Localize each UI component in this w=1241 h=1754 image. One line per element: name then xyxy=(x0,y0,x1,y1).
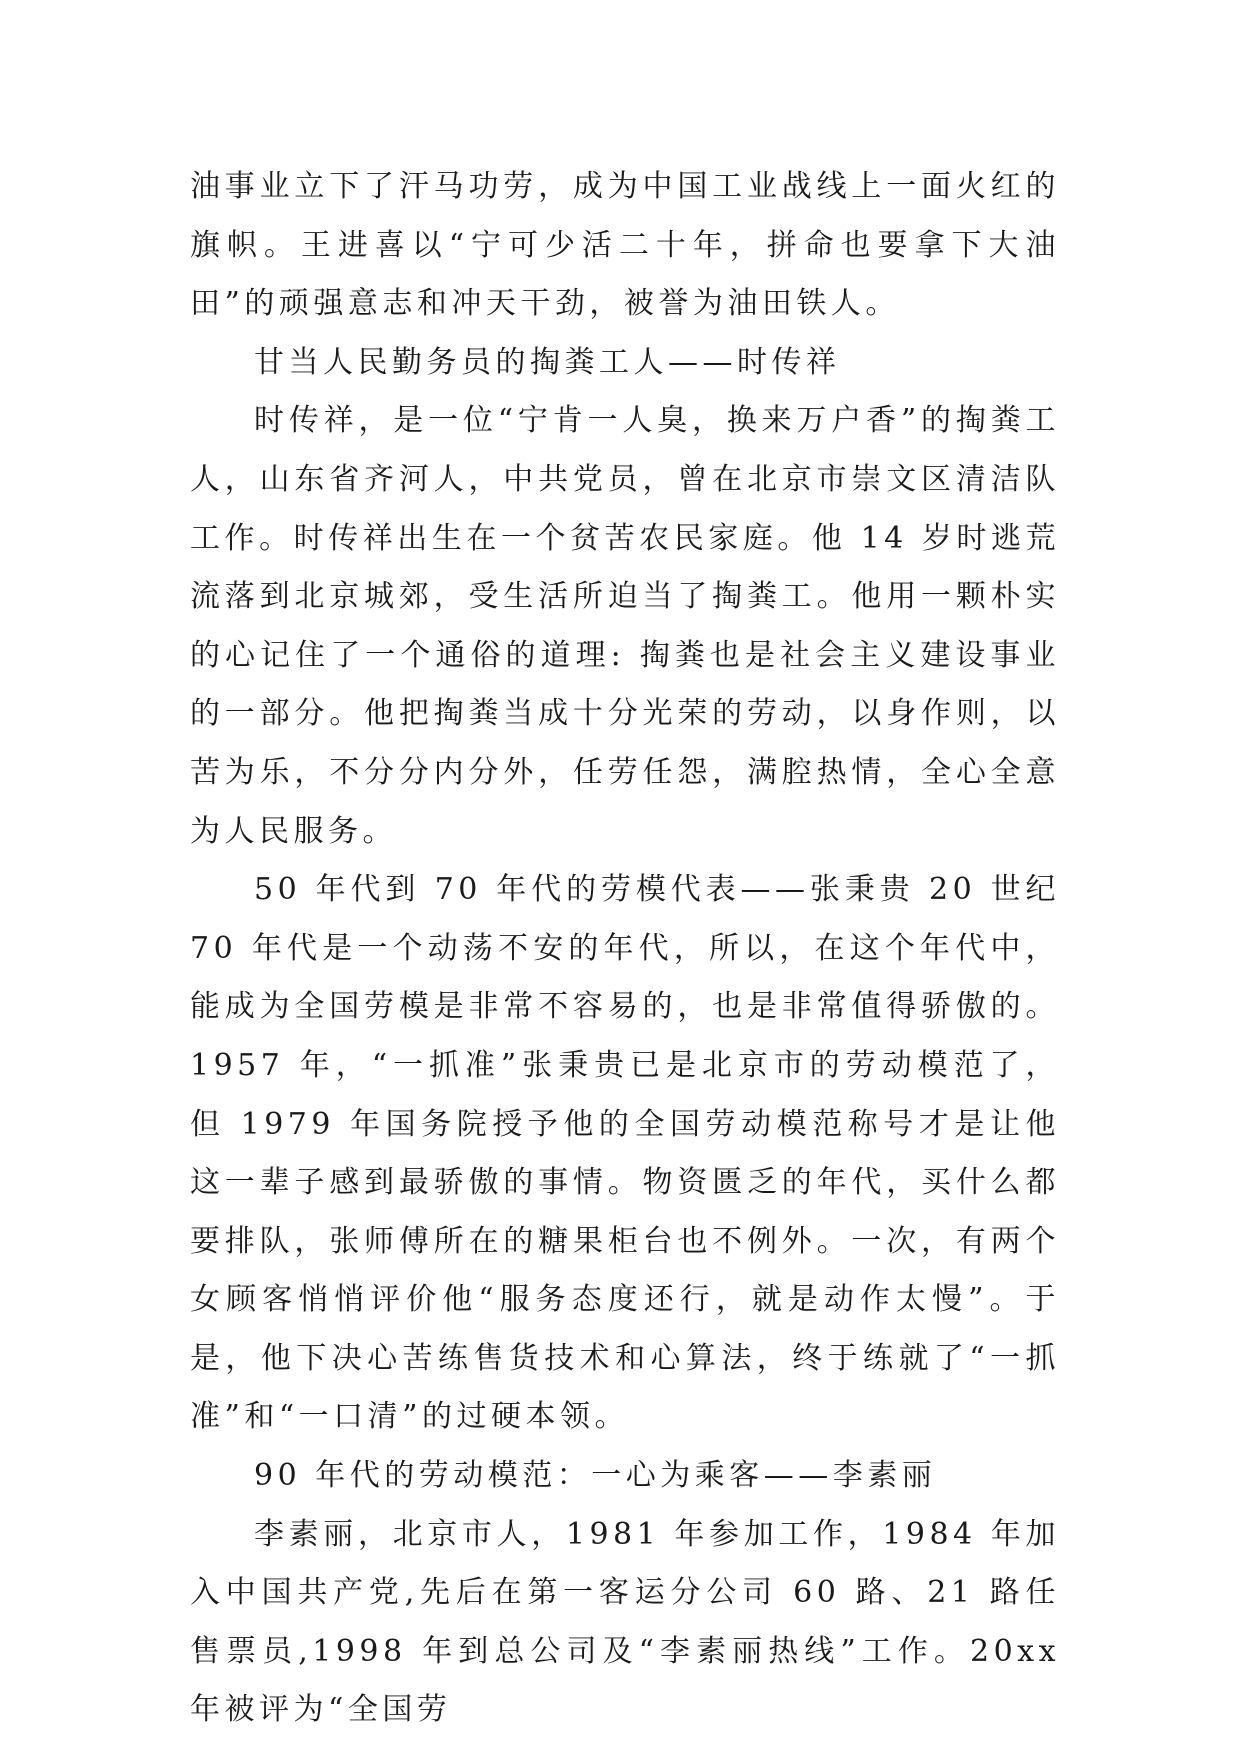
paragraph-shi-chuanxiang: 时传祥，是一位“宁肯一人臭，换来万户香”的掏粪工人，山东省齐河人，中共党员，曾在北京市崇文区清洁队工作。时传祥出生在一个贫苦农民家庭。他 14 岁时逃荒流落到北京城郊，受生活所迫当了掏粪工。他用一颗朴实的心记住了一个通俗的道理: 掏粪也是社会主义建设事业的一部分。他把掏粪当成十分光荣的劳动，以身作则，以苦为乐，不分分内分外，任劳任怨，满腔热情，全心全意为人民服务。 xyxy=(190,403,1060,849)
heading-shi-chuanxiang: 甘当人民勤务员的掏粪工人——时传祥 xyxy=(254,344,841,380)
paragraph-li-suli: 李素丽，北京市人，1981 年参加工作，1984 年加入中国共产党,先后在第一客运分公司 60 路、21 路任售票员,1998 年到总公司及“李素丽热线”工作。20xx 年被评为“全国劳 xyxy=(190,1516,1060,1728)
heading-li-suli: 90 年代的劳动模范：一心为乘客——李素丽 xyxy=(254,1458,937,1494)
document-body xyxy=(190,158,1060,1740)
paragraph-zhang-binggui: 50 年代到 70 年代的劳模代表——张秉贵 20 世纪 70 年代是一个动荡不安的年代，所以，在这个年代中，能成为全国劳模是非常不容易的，也是非常值得骄傲的。1957 年，“一抓准”张秉贵已是北京市的劳动模范了，但 1979 年国务院授予他的全国劳动模范称号才是让他这一辈子感到最骄傲的事情。物资匮乏的年代，买什么都要排队，张师傅所在的糖果柜台也不例外。一次，有两个女顾客悄悄评价他“服务态度还行，就是动作太慢”。于是，他下决心苦练售货技术和心算法，终于练就了“一抓准”和“一口清”的过硬本领。 xyxy=(190,872,1060,1435)
paragraph-wang-jinxi-continued: 油事业立下了汗马功劳，成为中国工业战线上一面火红的旗帜。王进喜以“宁可少活二十年，拼命也要拿下大油田”的顽强意志和冲天干劲，被誉为油田铁人。 xyxy=(190,169,1060,322)
